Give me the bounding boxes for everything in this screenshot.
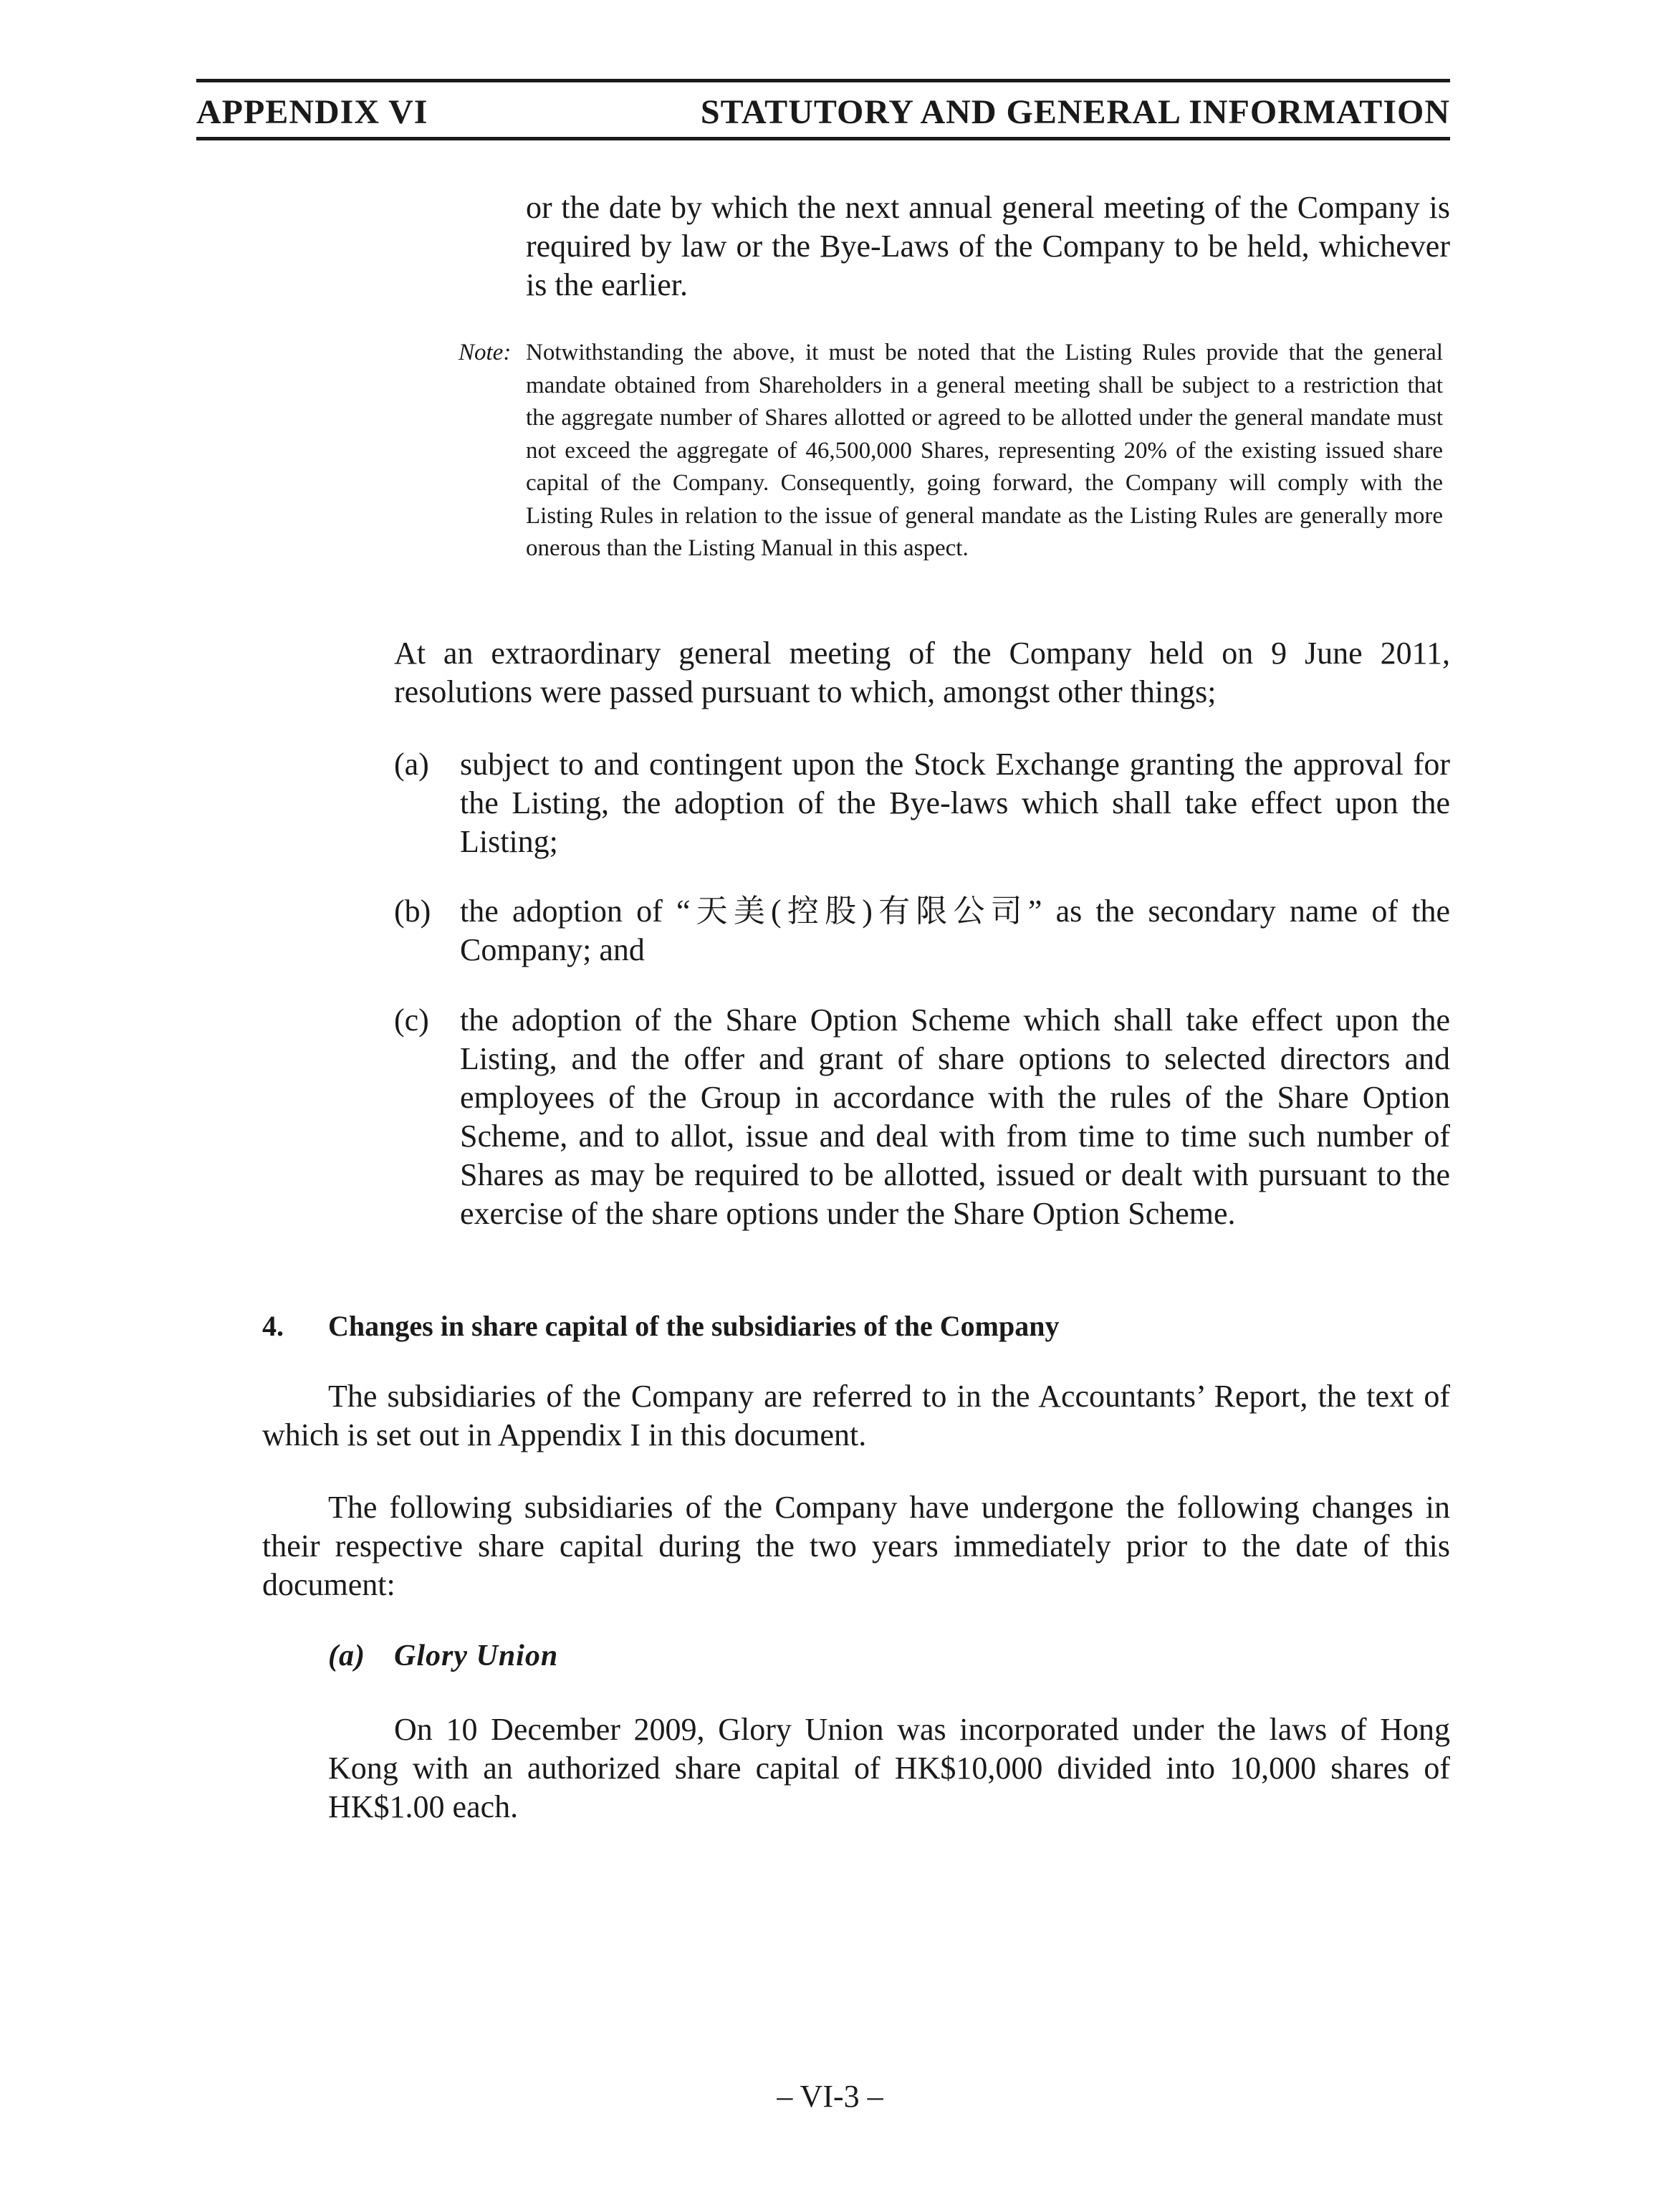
resolution-b-text: the adoption of “天美(控股)有限公司” as the secondary name of the Company; and: [460, 894, 1450, 967]
subsection-a-title: Glory Union: [394, 1639, 559, 1672]
glory-union-paragraph: On 10 December 2009, Glory Union was incorporated under the laws of Hong Kong with an authorized share capital of HK$10,000 divided into 10,000 shares of HK$1.00 each.: [328, 1712, 1450, 1824]
continuation-paragraph: or the date by which the next annual general meeting of the Company is required by law or the Bye-Laws of the Company to be held, whichever is the earlier.: [526, 190, 1450, 302]
subsection-a-label: (a): [328, 1639, 365, 1672]
resolution-a-label: (a): [394, 747, 429, 782]
egm-paragraph: At an extraordinary general meeting of the Company held on 9 June 2011, resolutions were passed pursuant to which, amongst other things;: [394, 636, 1450, 709]
page-number: – VI-3 –: [777, 2079, 883, 2114]
note-block: [459, 337, 1450, 602]
note-label: Note:: [459, 340, 512, 365]
appendix-label: APPENDIX VI: [196, 93, 428, 131]
section-4-title: Changes in share capital of the subsidiaries of the Company: [328, 1310, 1060, 1342]
note-text: Notwithstanding the above, it must be noted that the Listing Rules provide that the general mandate obtained from Shareholders in a general meeting shall be subject to a restriction that the aggregate number of Shares allotted or agreed to be allotted under the general mandate must not exceed the aggregate of 46,500,000 Shares, representing 20% of the existing issued share capital of the Company. Consequently, going forward, the Company will comply with the Listing Rules in relation to the issue of general mandate as the Listing Rules are generally more onerous than the Listing Manual in this aspect.: [526, 340, 1443, 561]
section-title: STATUTORY AND GENERAL INFORMATION: [700, 93, 1450, 131]
resolution-c-text: the adoption of the Share Option Scheme which shall take effect upon the Listing, and the offer and grant of share options to selected directors and employees of the Group in accordance with the rules of the Share Option Scheme, and to allot, issue and deal with from time to time such number of Shares as may be required to be allotted, issued or dealt with pursuant to the exercise of the share options under the Share Option Scheme.: [460, 1002, 1450, 1231]
resolution-c-label: (c): [394, 1002, 429, 1038]
section-4-paragraph-2: The following subsidiaries of the Company have undergone the following changes in their respective share capital during the two years immediately prior to the date of this document:: [262, 1490, 1450, 1602]
resolution-b-label: (b): [394, 894, 431, 929]
section-4-number: 4.: [262, 1310, 284, 1342]
resolution-a-text: subject to and contingent upon the Stock Exchange granting the approval for the Listing, the adoption of the Bye-laws which shall take effect upon the Listing;: [460, 747, 1450, 859]
section-4-paragraph-1: The subsidiaries of the Company are referred to in the Accountants’ Report, the text of which is set out in Appendix I in this document.: [262, 1379, 1450, 1452]
page-header: [196, 79, 1450, 140]
